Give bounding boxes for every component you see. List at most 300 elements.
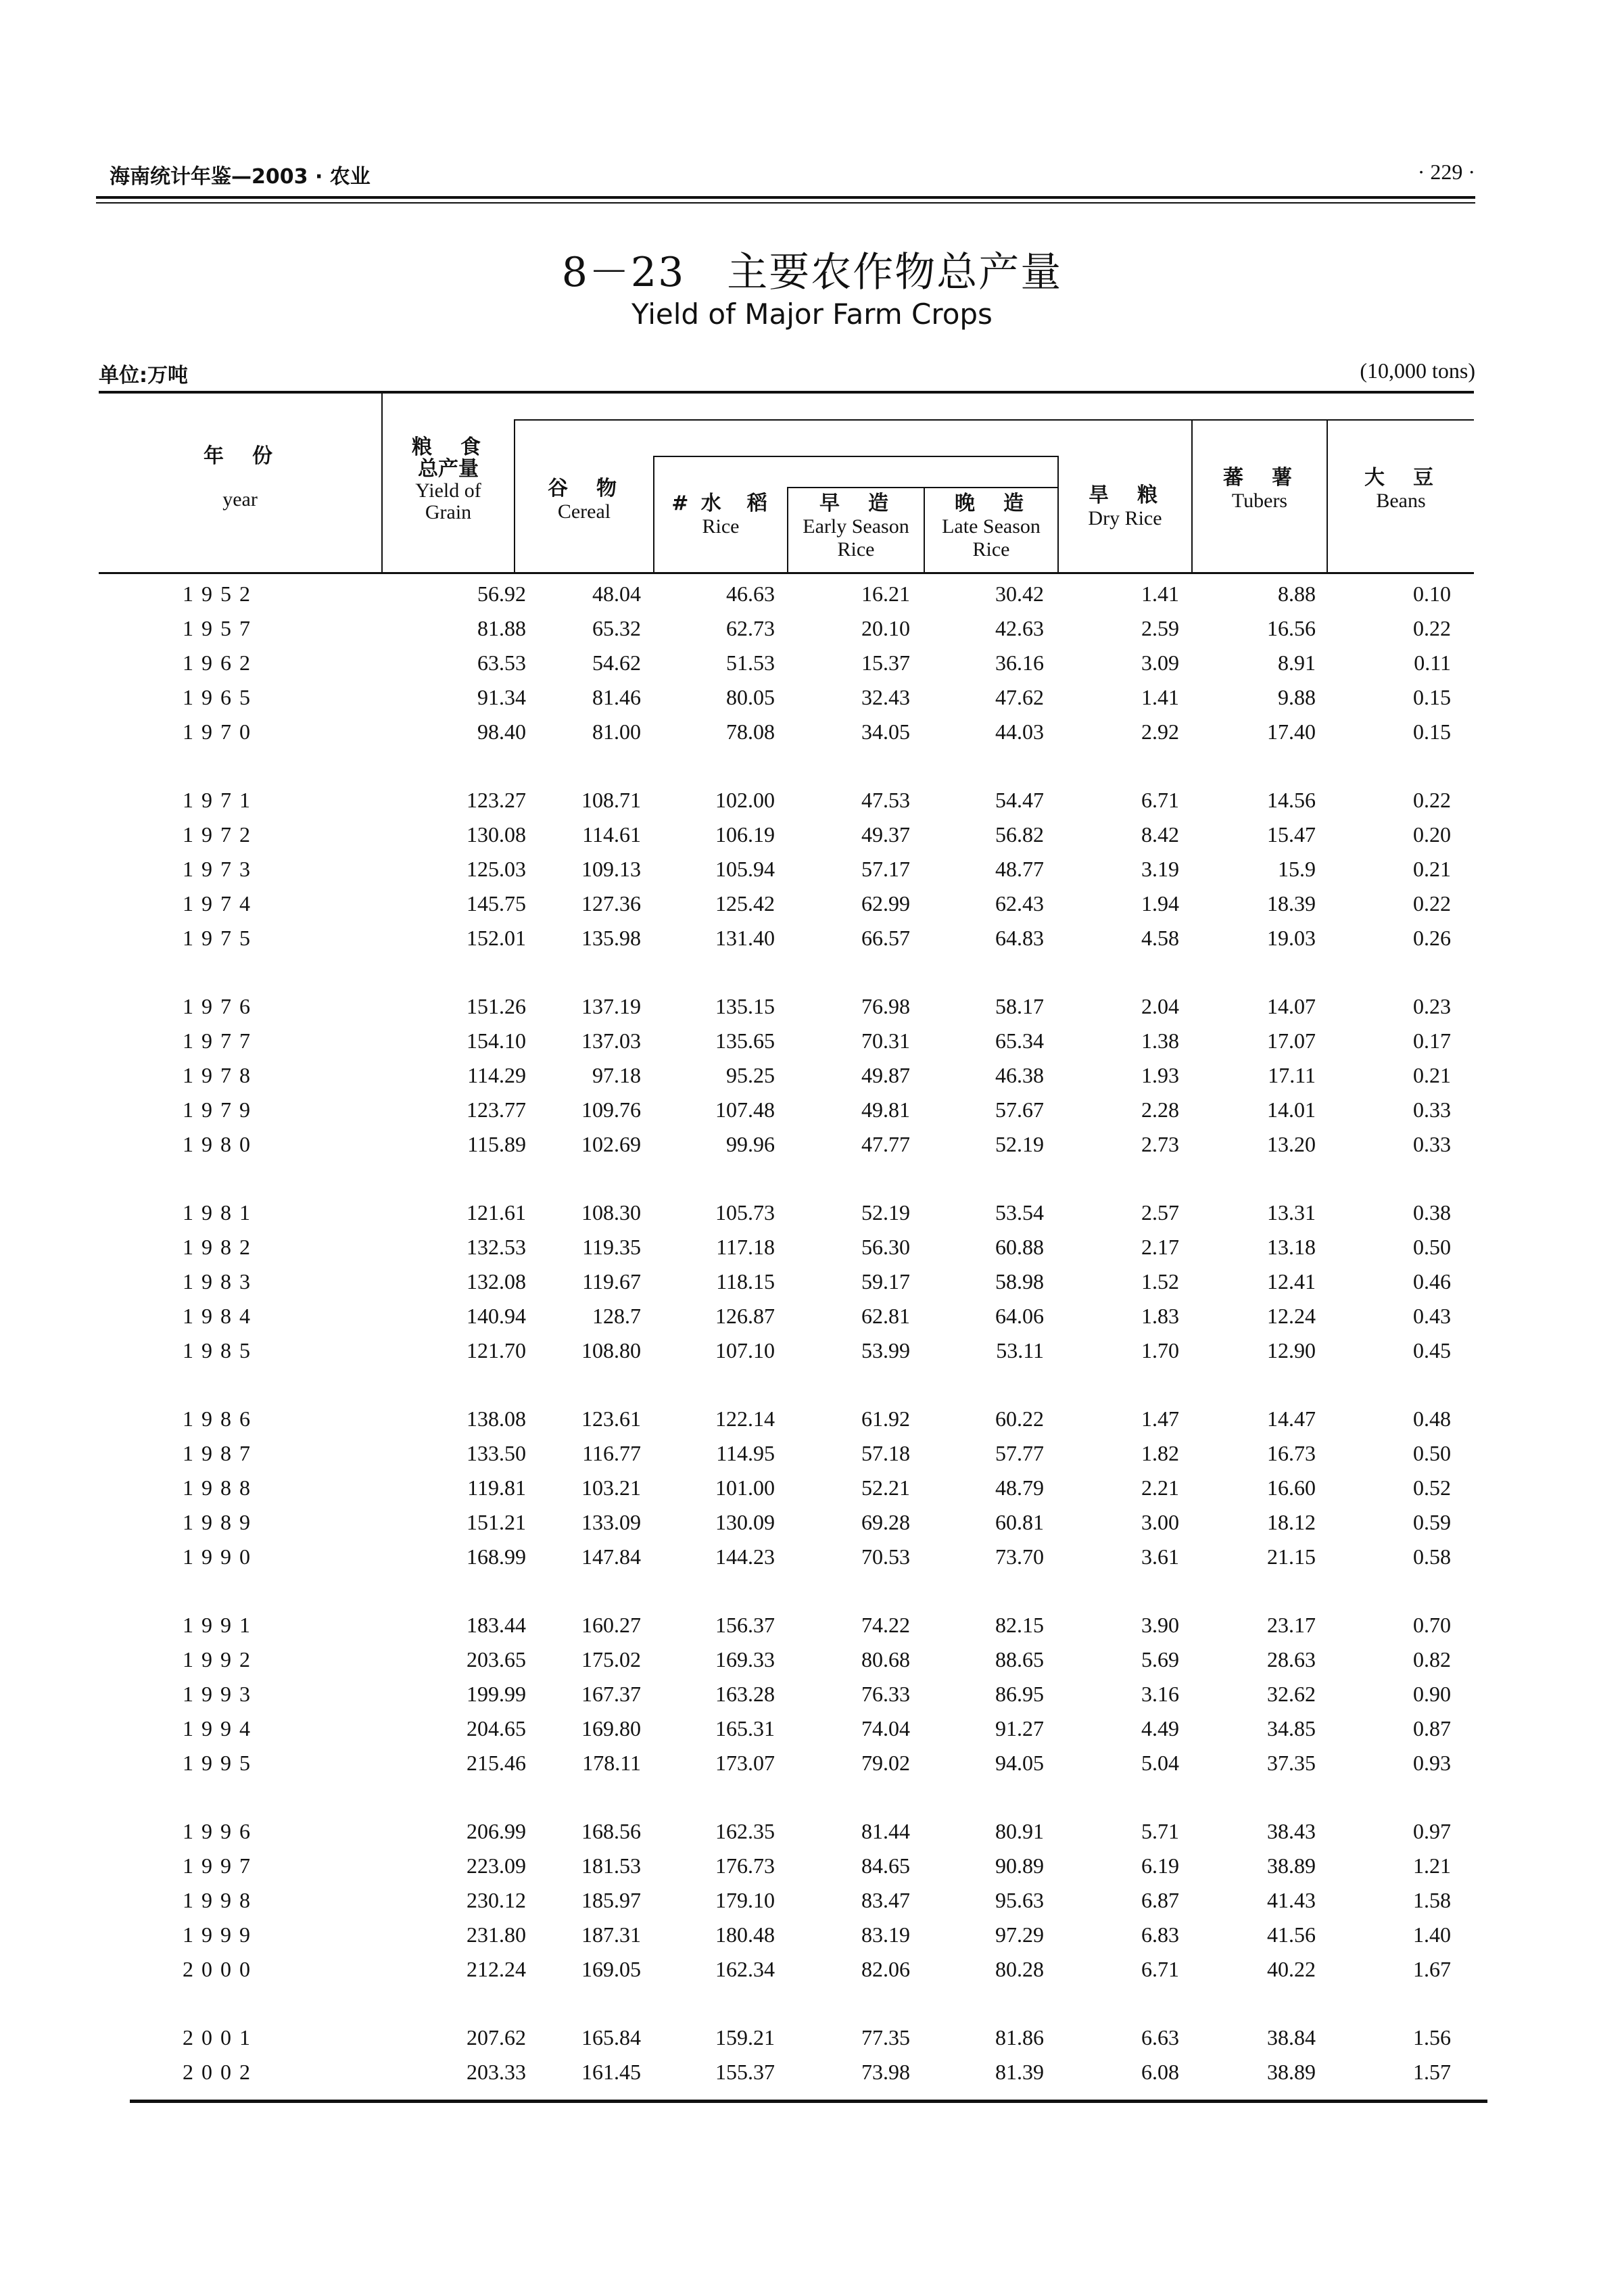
- cell-beans: 0.10: [1413, 582, 1451, 606]
- cell-grain: 231.80: [467, 1922, 526, 1947]
- cell-dry: 2.21: [1141, 1475, 1179, 1500]
- cell-late: 82.15: [995, 1613, 1044, 1637]
- cell-grain: 152.01: [467, 926, 526, 950]
- group-spacer: [99, 1579, 1474, 1613]
- cell-year: 1997: [183, 1853, 258, 1878]
- header-late-en1: Late Season: [942, 515, 1041, 538]
- cell-dry: 6.71: [1141, 788, 1179, 812]
- cell-early: 15.37: [861, 650, 910, 675]
- table-row: [99, 1406, 1474, 1441]
- cell-late: 60.88: [995, 1235, 1044, 1259]
- cell-early: 81.44: [861, 1819, 910, 1843]
- cell-year: 1962: [183, 650, 258, 675]
- cell-dry: 5.69: [1141, 1647, 1179, 1672]
- cell-grain: 145.75: [467, 891, 526, 916]
- hline-grain-span: [514, 419, 1474, 421]
- cell-dry: 2.92: [1141, 719, 1179, 744]
- cell-dry: 3.00: [1141, 1510, 1179, 1534]
- cell-grain: 123.27: [467, 788, 526, 812]
- cell-cereal: 168.56: [581, 1819, 641, 1843]
- table-row: [99, 650, 1474, 685]
- cell-dry: 2.59: [1141, 616, 1179, 640]
- cell-year: 1975: [183, 926, 258, 950]
- cell-grain: 203.65: [467, 1647, 526, 1672]
- cell-dry: 5.04: [1141, 1751, 1179, 1775]
- cell-grain: 98.40: [477, 719, 526, 744]
- table-row: [99, 857, 1474, 891]
- cell-rice: 106.19: [715, 822, 775, 847]
- cell-early: 20.10: [861, 616, 910, 640]
- cell-dry: 1.82: [1141, 1441, 1179, 1465]
- cell-tubers: 38.43: [1267, 1819, 1316, 1843]
- cell-year: 1965: [183, 685, 258, 709]
- cell-beans: 0.38: [1413, 1200, 1451, 1225]
- cell-cereal: 160.27: [581, 1613, 641, 1637]
- cell-year: 1990: [183, 1544, 258, 1569]
- table-row: [99, 719, 1474, 754]
- cell-late: 64.06: [995, 1304, 1044, 1328]
- cell-grain: 168.99: [467, 1544, 526, 1569]
- cell-beans: 0.21: [1413, 857, 1451, 881]
- cell-year: 1972: [183, 822, 258, 847]
- cell-late: 88.65: [995, 1647, 1044, 1672]
- cell-dry: 1.41: [1141, 685, 1179, 709]
- cell-rice: 62.73: [726, 616, 775, 640]
- cell-late: 95.63: [995, 1888, 1044, 1912]
- table-row: [99, 1338, 1474, 1373]
- cell-rice: 99.96: [726, 1132, 775, 1156]
- table-row: [99, 616, 1474, 650]
- cell-year: 1984: [183, 1304, 258, 1328]
- table-row: [99, 1613, 1474, 1647]
- cell-beans: 1.21: [1413, 1853, 1451, 1878]
- cell-dry: 1.94: [1141, 891, 1179, 916]
- cell-early: 62.81: [861, 1304, 910, 1328]
- cell-rice: 144.23: [715, 1544, 775, 1569]
- cell-tubers: 38.84: [1267, 2025, 1316, 2050]
- cell-tubers: 28.63: [1267, 1647, 1316, 1672]
- group-spacer: [99, 1373, 1474, 1406]
- cell-cereal: 109.13: [581, 857, 641, 881]
- cell-beans: 0.70: [1413, 1613, 1451, 1637]
- cell-beans: 1.57: [1413, 2060, 1451, 2084]
- cell-early: 16.21: [861, 582, 910, 606]
- cell-beans: 0.93: [1413, 1751, 1451, 1775]
- cell-tubers: 38.89: [1267, 1853, 1316, 1878]
- table-row: [99, 891, 1474, 926]
- cell-cereal: 133.09: [581, 1510, 641, 1534]
- cell-late: 57.67: [995, 1097, 1044, 1122]
- cell-rice: 162.35: [715, 1819, 775, 1843]
- cell-cereal: 137.03: [581, 1028, 641, 1053]
- table-row: [99, 1957, 1474, 1991]
- table-row: [99, 1063, 1474, 1097]
- header-top-rule: [99, 391, 1474, 394]
- cell-tubers: 12.24: [1267, 1304, 1316, 1328]
- cell-late: 48.77: [995, 857, 1044, 881]
- header-rule-thin: [96, 202, 1475, 204]
- table-row: [99, 1647, 1474, 1682]
- cell-grain: 133.50: [467, 1441, 526, 1465]
- cell-late: 47.62: [995, 685, 1044, 709]
- cell-year: 1986: [183, 1406, 258, 1431]
- cell-early: 83.19: [861, 1922, 910, 1947]
- cell-year: 1992: [183, 1647, 258, 1672]
- cell-cereal: 103.21: [581, 1475, 641, 1500]
- cell-late: 53.11: [996, 1338, 1044, 1363]
- cell-rice: 176.73: [715, 1853, 775, 1878]
- cell-early: 47.53: [861, 788, 910, 812]
- header-bottom-rule: [99, 572, 1474, 574]
- cell-grain: 138.08: [467, 1406, 526, 1431]
- cell-rice: 169.33: [715, 1647, 775, 1672]
- cell-grain: 114.29: [467, 1063, 526, 1087]
- header-cereal-en: Cereal: [557, 500, 611, 523]
- cell-dry: 1.38: [1141, 1028, 1179, 1053]
- cell-late: 56.82: [995, 822, 1044, 847]
- cell-early: 49.37: [861, 822, 910, 847]
- table-row: [99, 2060, 1474, 2094]
- hline-rice-span: [787, 487, 1059, 488]
- cell-grain: 204.65: [467, 1716, 526, 1741]
- page-number: · 229 ·: [1417, 160, 1475, 184]
- table-row: [99, 1819, 1474, 1853]
- unit-label-cn: 单位:万吨: [99, 364, 188, 387]
- header-grain: [383, 437, 514, 523]
- group-spacer: [99, 754, 1474, 788]
- cell-year: 2002: [183, 2060, 258, 2084]
- table-row: [99, 822, 1474, 857]
- cell-cereal: 108.80: [581, 1338, 641, 1363]
- table-bottom-rule: [130, 2100, 1487, 2103]
- cell-early: 79.02: [861, 1751, 910, 1775]
- cell-rice: 80.05: [726, 685, 775, 709]
- cell-early: 70.31: [861, 1028, 910, 1053]
- cell-beans: 0.46: [1413, 1269, 1451, 1294]
- cell-early: 84.65: [861, 1853, 910, 1878]
- cell-beans: 0.11: [1414, 650, 1451, 675]
- cell-late: 44.03: [995, 719, 1044, 744]
- header-early-en2: Rice: [837, 538, 875, 561]
- header-dry-cn: 旱 粮: [1089, 483, 1162, 507]
- cell-beans: 1.40: [1413, 1922, 1451, 1947]
- cell-beans: 0.52: [1413, 1475, 1451, 1500]
- cell-dry: 2.04: [1141, 994, 1179, 1018]
- cell-year: 1985: [183, 1338, 258, 1363]
- cell-late: 57.77: [995, 1441, 1044, 1465]
- cell-cereal: 116.77: [582, 1441, 641, 1465]
- cell-late: 54.47: [995, 788, 1044, 812]
- cell-late: 73.70: [995, 1544, 1044, 1569]
- cell-tubers: 8.88: [1278, 582, 1316, 606]
- cell-cereal: 161.45: [581, 2060, 641, 2084]
- cell-rice: 179.10: [715, 1888, 775, 1912]
- cell-dry: 4.49: [1141, 1716, 1179, 1741]
- table-row: [99, 1200, 1474, 1235]
- cell-rice: 114.95: [716, 1441, 775, 1465]
- cell-early: 83.47: [861, 1888, 910, 1912]
- header-rice-en: Rice: [702, 515, 740, 538]
- cell-cereal: 185.97: [581, 1888, 641, 1912]
- header-cereal-cn: 谷 物: [548, 477, 621, 500]
- cell-early: 77.35: [861, 2025, 910, 2050]
- cell-beans: 0.20: [1413, 822, 1451, 847]
- cell-tubers: 23.17: [1267, 1613, 1316, 1637]
- table-row: [99, 926, 1474, 960]
- cell-grain: 215.46: [467, 1751, 526, 1775]
- table-row: [99, 685, 1474, 719]
- cell-beans: 0.90: [1413, 1682, 1451, 1706]
- header-beans-en: Beans: [1376, 490, 1426, 512]
- header-late-cn: 晚 造: [955, 492, 1028, 515]
- cell-beans: 0.58: [1413, 1544, 1451, 1569]
- cell-grain: 206.99: [467, 1819, 526, 1843]
- cell-late: 80.91: [995, 1819, 1044, 1843]
- cell-cereal: 187.31: [581, 1922, 641, 1947]
- cell-tubers: 17.11: [1268, 1063, 1316, 1087]
- cell-rice: 155.37: [715, 2060, 775, 2084]
- cell-cereal: 48.04: [592, 582, 641, 606]
- cell-late: 81.39: [995, 2060, 1044, 2084]
- cell-year: 1988: [183, 1475, 258, 1500]
- cell-tubers: 41.56: [1267, 1922, 1316, 1947]
- table-row: [99, 1028, 1474, 1063]
- cell-year: 1983: [183, 1269, 258, 1294]
- cell-rice: 122.14: [715, 1406, 775, 1431]
- cell-year: 1981: [183, 1200, 258, 1225]
- cell-cereal: 127.36: [581, 891, 641, 916]
- table-row: [99, 1510, 1474, 1544]
- cell-dry: 1.47: [1141, 1406, 1179, 1431]
- cell-beans: 1.56: [1413, 2025, 1451, 2050]
- cell-rice: 130.09: [715, 1510, 775, 1534]
- cell-cereal: 108.71: [581, 788, 641, 812]
- cell-beans: 0.50: [1413, 1441, 1451, 1465]
- hline-cereal-span: [653, 456, 1057, 457]
- cell-year: 1971: [183, 788, 258, 812]
- cell-rice: 135.15: [715, 994, 775, 1018]
- cell-rice: 46.63: [726, 582, 775, 606]
- cell-year: 1978: [183, 1063, 258, 1087]
- cell-grain: 63.53: [477, 650, 526, 675]
- group-spacer: [99, 960, 1474, 994]
- cell-beans: 0.87: [1413, 1716, 1451, 1741]
- cell-rice: 118.15: [716, 1269, 775, 1294]
- cell-dry: 6.63: [1141, 2025, 1179, 2050]
- cell-rice: 51.53: [726, 650, 775, 675]
- unit-label-en: (10,000 tons): [1360, 358, 1475, 383]
- group-spacer: [99, 1991, 1474, 2025]
- cell-late: 36.16: [995, 650, 1044, 675]
- cell-year: 1974: [183, 891, 258, 916]
- table-row: [99, 1888, 1474, 1922]
- cell-grain: 121.70: [467, 1338, 526, 1363]
- table-row: [99, 582, 1474, 616]
- cell-grain: 154.10: [467, 1028, 526, 1053]
- cell-late: 48.79: [995, 1475, 1044, 1500]
- cell-tubers: 13.20: [1267, 1132, 1316, 1156]
- cell-late: 90.89: [995, 1853, 1044, 1878]
- table-body: [99, 582, 1474, 2094]
- cell-early: 32.43: [861, 685, 910, 709]
- cell-beans: 0.22: [1413, 616, 1451, 640]
- cell-beans: 0.17: [1413, 1028, 1451, 1053]
- cell-early: 76.98: [861, 994, 910, 1018]
- cell-late: 60.22: [995, 1406, 1044, 1431]
- cell-dry: 4.58: [1141, 926, 1179, 950]
- cell-tubers: 15.47: [1267, 822, 1316, 847]
- cell-early: 52.19: [861, 1200, 910, 1225]
- cell-year: 1994: [183, 1716, 258, 1741]
- cell-tubers: 16.60: [1267, 1475, 1316, 1500]
- cell-tubers: 12.90: [1267, 1338, 1316, 1363]
- cell-cereal: 175.02: [581, 1647, 641, 1672]
- cell-tubers: 41.43: [1267, 1888, 1316, 1912]
- table-row: [99, 1304, 1474, 1338]
- cell-tubers: 16.73: [1267, 1441, 1316, 1465]
- cell-rice: 131.40: [715, 926, 775, 950]
- cell-early: 74.04: [861, 1716, 910, 1741]
- cell-late: 58.98: [995, 1269, 1044, 1294]
- header-beans-cn: 大 豆: [1364, 466, 1437, 490]
- cell-rice: 173.07: [715, 1751, 775, 1775]
- cell-cereal: 119.35: [582, 1235, 641, 1259]
- cell-early: 61.92: [861, 1406, 910, 1431]
- cell-grain: 125.03: [467, 857, 526, 881]
- cell-year: 1999: [183, 1922, 258, 1947]
- running-header-title: 海南统计年鉴—2003 · 农业: [110, 165, 371, 189]
- cell-grain: 123.77: [467, 1097, 526, 1122]
- cell-year: 1973: [183, 857, 258, 881]
- cell-rice: 159.21: [715, 2025, 775, 2050]
- cell-dry: 6.08: [1141, 2060, 1179, 2084]
- table-row: [99, 1544, 1474, 1579]
- table-row: [99, 1751, 1474, 1785]
- cell-early: 76.33: [861, 1682, 910, 1706]
- cell-grain: 140.94: [467, 1304, 526, 1328]
- cell-tubers: 12.41: [1267, 1269, 1316, 1294]
- table-row: [99, 1922, 1474, 1957]
- cell-dry: 6.83: [1141, 1922, 1179, 1947]
- cell-late: 80.28: [995, 1957, 1044, 1981]
- cell-rice: 126.87: [715, 1304, 775, 1328]
- cell-year: 1995: [183, 1751, 258, 1775]
- header-tubers-cn: 蕃 薯: [1223, 466, 1296, 490]
- cell-rice: 102.00: [715, 788, 775, 812]
- cell-dry: 1.41: [1141, 582, 1179, 606]
- cell-tubers: 38.89: [1267, 2060, 1316, 2084]
- cell-rice: 163.28: [715, 1682, 775, 1706]
- cell-late: 94.05: [995, 1751, 1044, 1775]
- cell-tubers: 9.88: [1278, 685, 1316, 709]
- cell-late: 91.27: [995, 1716, 1044, 1741]
- cell-dry: 3.61: [1141, 1544, 1179, 1569]
- cell-early: 80.68: [861, 1647, 910, 1672]
- table-row: [99, 1441, 1474, 1475]
- cell-year: 1989: [183, 1510, 258, 1534]
- cell-dry: 3.90: [1141, 1613, 1179, 1637]
- cell-early: 66.57: [861, 926, 910, 950]
- running-header: [96, 154, 1475, 195]
- header-year-cn: 年 份: [204, 444, 277, 468]
- cell-grain: 183.44: [467, 1613, 526, 1637]
- cell-rice: 117.18: [716, 1235, 775, 1259]
- cell-tubers: 18.12: [1267, 1510, 1316, 1534]
- cell-cereal: 65.32: [592, 616, 641, 640]
- cell-tubers: 32.62: [1267, 1682, 1316, 1706]
- cell-beans: 0.50: [1413, 1235, 1451, 1259]
- cell-dry: 6.87: [1141, 1888, 1179, 1912]
- table-row: [99, 1097, 1474, 1132]
- cell-year: 2000: [183, 1957, 258, 1981]
- cell-early: 49.81: [861, 1097, 910, 1122]
- cell-late: 60.81: [995, 1510, 1044, 1534]
- cell-late: 52.19: [995, 1132, 1044, 1156]
- header-grain-cn2: 总产量: [418, 457, 479, 481]
- cell-cereal: 54.62: [592, 650, 641, 675]
- table-row: [99, 1853, 1474, 1888]
- cell-grain: 203.33: [467, 2060, 526, 2084]
- cell-late: 46.38: [995, 1063, 1044, 1087]
- cell-dry: 2.73: [1141, 1132, 1179, 1156]
- cell-cereal: 137.19: [581, 994, 641, 1018]
- cell-grain: 199.99: [467, 1682, 526, 1706]
- cell-dry: 8.42: [1141, 822, 1179, 847]
- cell-early: 57.17: [861, 857, 910, 881]
- cell-early: 56.30: [861, 1235, 910, 1259]
- cell-dry: 1.52: [1141, 1269, 1179, 1294]
- cell-cereal: 108.30: [581, 1200, 641, 1225]
- header-dry-en: Dry Rice: [1088, 507, 1162, 529]
- cell-late: 97.29: [995, 1922, 1044, 1947]
- cell-year: 1952: [183, 582, 258, 606]
- cell-beans: 0.23: [1413, 994, 1451, 1018]
- cell-rice: 156.37: [715, 1613, 775, 1637]
- table-row: [99, 1716, 1474, 1751]
- cell-late: 30.42: [995, 582, 1044, 606]
- cell-rice: 162.34: [715, 1957, 775, 1981]
- cell-dry: 3.19: [1141, 857, 1179, 881]
- header-cereal: [515, 477, 653, 523]
- header-year-en: year: [222, 488, 258, 511]
- header-grain-en2: Grain: [425, 501, 472, 523]
- cell-cereal: 178.11: [582, 1751, 641, 1775]
- header-early: [788, 492, 924, 561]
- cell-year: 1991: [183, 1613, 258, 1637]
- cell-late: 58.17: [995, 994, 1044, 1018]
- cell-year: 1996: [183, 1819, 258, 1843]
- cell-rice: 105.73: [715, 1200, 775, 1225]
- cell-cereal: 135.98: [581, 926, 641, 950]
- cell-cereal: 81.00: [592, 719, 641, 744]
- cell-early: 62.99: [861, 891, 910, 916]
- cell-beans: 0.15: [1413, 719, 1451, 744]
- table-row: [99, 1475, 1474, 1510]
- cell-early: 82.06: [861, 1957, 910, 1981]
- cell-dry: 1.70: [1141, 1338, 1179, 1363]
- header-beans: [1328, 467, 1474, 513]
- cell-beans: 0.43: [1413, 1304, 1451, 1328]
- cell-beans: 1.58: [1413, 1888, 1451, 1912]
- cell-dry: 1.83: [1141, 1304, 1179, 1328]
- cell-late: 62.43: [995, 891, 1044, 916]
- cell-beans: 1.67: [1413, 1957, 1451, 1981]
- cell-early: 53.99: [861, 1338, 910, 1363]
- cell-tubers: 13.31: [1267, 1200, 1316, 1225]
- cell-tubers: 18.39: [1267, 891, 1316, 916]
- cell-dry: 2.28: [1141, 1097, 1179, 1122]
- cell-dry: 5.71: [1141, 1819, 1179, 1843]
